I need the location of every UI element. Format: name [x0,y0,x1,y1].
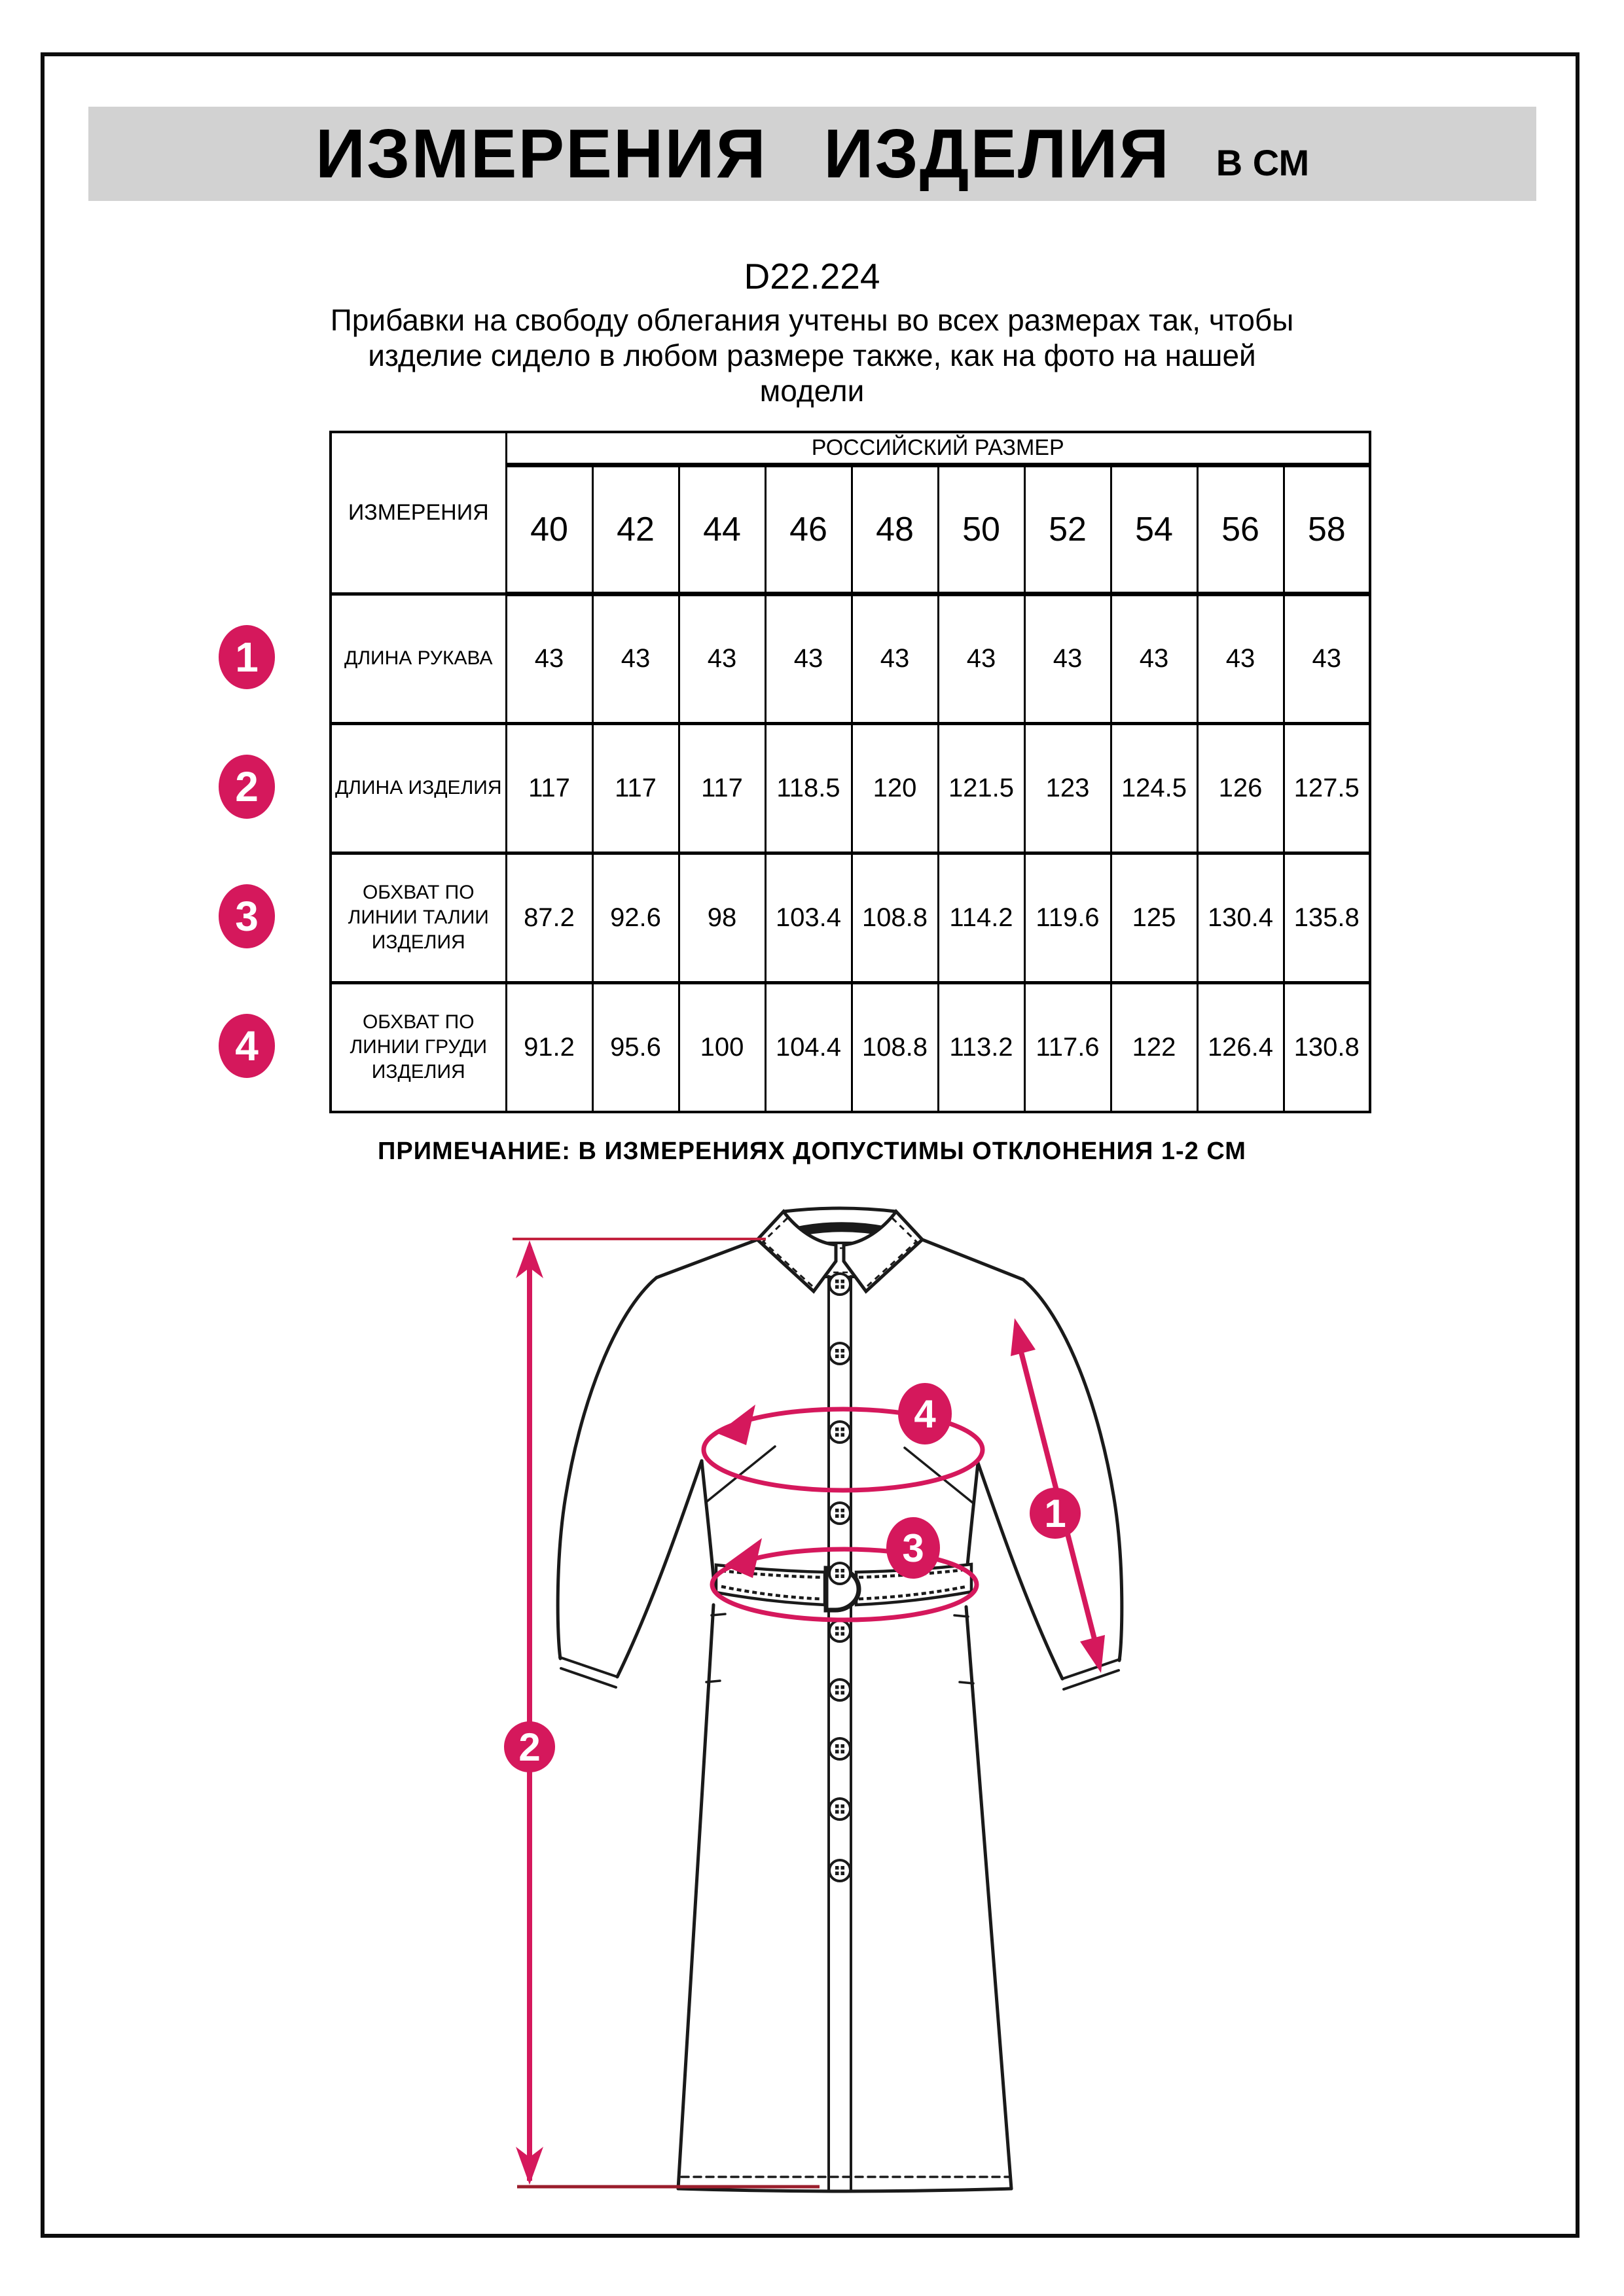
sleeve-left-outer [558,1278,657,1659]
skirt-right [966,1607,1011,2189]
value-cell: 108.8 [852,853,938,982]
description-line: модели [759,374,865,408]
description-line: изделие сидело в любом размере также, как на фото на нашей [368,338,1256,372]
page-title-unit: В СМ [1216,141,1310,183]
table-row [331,432,1370,465]
value-cell: 117.6 [1024,982,1111,1112]
value-cell: 117 [506,723,592,853]
size-header-cell: 48 [852,465,938,594]
product-code: D22.224 [744,256,880,296]
value-cell: 43 [679,594,765,723]
tolerance-note: ПРИМЕЧАНИЕ: В ИЗМЕРЕНИЯХ ДОПУСТИМЫ ОТКЛОНЕНИЯ 1-2 СМ [378,1138,1246,1165]
page-title: ИЗМЕРЕНИЯ ИЗДЕЛИЯ [315,115,1170,192]
diagram-badge-3-number: 3 [902,1526,924,1570]
measurement-label: ДЛИНА ИЗДЕЛИЯ [331,723,506,853]
table-row-waist-girth [331,853,1370,982]
measurement-label: ОБХВАТ ПО ЛИНИИ ГРУДИ ИЗДЕЛИЯ [331,982,506,1112]
collar-inner-gray-band [796,1227,885,1232]
value-cell: 43 [506,594,592,723]
value-cell: 114.2 [938,853,1024,982]
value-cell: 126.4 [1197,982,1284,1112]
hem-line [678,2189,1011,2191]
value-cell: 120 [852,723,938,853]
arrow-left-icon [717,1405,755,1445]
size-group-header-cell: РОССИЙСКИЙ РАЗМЕР [506,432,1370,465]
value-cell: 43 [938,594,1024,723]
measurement-label: ДЛИНА РУКАВА [331,594,506,723]
arrow-up-left-icon [1011,1318,1036,1356]
fit-description [0,302,1624,408]
size-header-cell: 52 [1024,465,1111,594]
value-cell: 100 [679,982,765,1112]
value-cell: 104.4 [765,982,852,1112]
size-header-cell: 44 [679,465,765,594]
dress-technical-sketch [458,1198,1178,2219]
value-cell: 108.8 [852,982,938,1112]
value-cell: 92.6 [592,853,679,982]
size-header-cell: 50 [938,465,1024,594]
value-cell: 117 [679,723,765,853]
table-row-garment-length [331,723,1370,853]
size-header-cell: 58 [1284,465,1370,594]
measurement-label: ОБХВАТ ПО ЛИНИИ ТАЛИИ ИЗДЕЛИЯ [331,853,506,982]
value-cell: 43 [1197,594,1284,723]
size-header-cell: 42 [592,465,679,594]
row-number-badge-3: 3 [219,884,275,948]
value-cell: 43 [852,594,938,723]
diagram-badge-2-number: 2 [518,1725,541,1769]
value-cell: 122 [1111,982,1197,1112]
table-row-chest-girth [331,982,1370,1112]
value-cell: 123 [1024,723,1111,853]
table-row-sleeve-length [331,594,1370,723]
value-cell: 43 [592,594,679,723]
button-row [755,1198,850,1881]
value-cell: 127.5 [1284,723,1370,853]
side-seam-left [702,1461,714,1585]
dress-outline [558,1240,1122,2191]
value-cell: 43 [1024,594,1111,723]
value-cell: 119.6 [1024,853,1111,982]
value-cell: 117 [592,723,679,853]
value-cell: 91.2 [506,982,592,1112]
value-cell: 98 [679,853,765,982]
size-header-cell: 56 [1197,465,1284,594]
diagram-badge-4-number: 4 [914,1392,936,1436]
value-cell: 125 [1111,853,1197,982]
value-cell: 130.8 [1284,982,1370,1112]
value-cell: 43 [765,594,852,723]
value-cell: 118.5 [765,723,852,853]
value-cell: 113.2 [938,982,1024,1112]
row-number-badge-2: 2 [219,755,275,819]
sleeve-right-outer [1023,1280,1122,1660]
value-cell: 43 [1284,594,1370,723]
value-cell: 87.2 [506,853,592,982]
value-cell: 135.8 [1284,853,1370,982]
value-cell: 103.4 [765,853,852,982]
corner-header-cell: ИЗМЕРЕНИЯ [331,432,506,594]
title-band [88,107,1536,201]
value-cell: 121.5 [938,723,1024,853]
row-number-badge-1: 1 [219,625,275,689]
size-header-cell: 54 [1111,465,1197,594]
value-cell: 130.4 [1197,853,1284,982]
sleeve-left-inner [617,1461,702,1677]
description-line: Прибавки на свободу облегания учтены во всех размерах так, чтобы [330,303,1294,337]
size-header-cell: 40 [506,465,592,594]
value-cell: 126 [1197,723,1284,853]
measurements-table [329,431,1371,1113]
skirt-left [678,1605,713,2189]
diagram-badge-1-number: 1 [1044,1492,1066,1535]
value-cell: 95.6 [592,982,679,1112]
row-number-badge-4: 4 [219,1014,275,1078]
value-cell: 43 [1111,594,1197,723]
size-header-cell: 46 [765,465,852,594]
value-cell: 124.5 [1111,723,1197,853]
